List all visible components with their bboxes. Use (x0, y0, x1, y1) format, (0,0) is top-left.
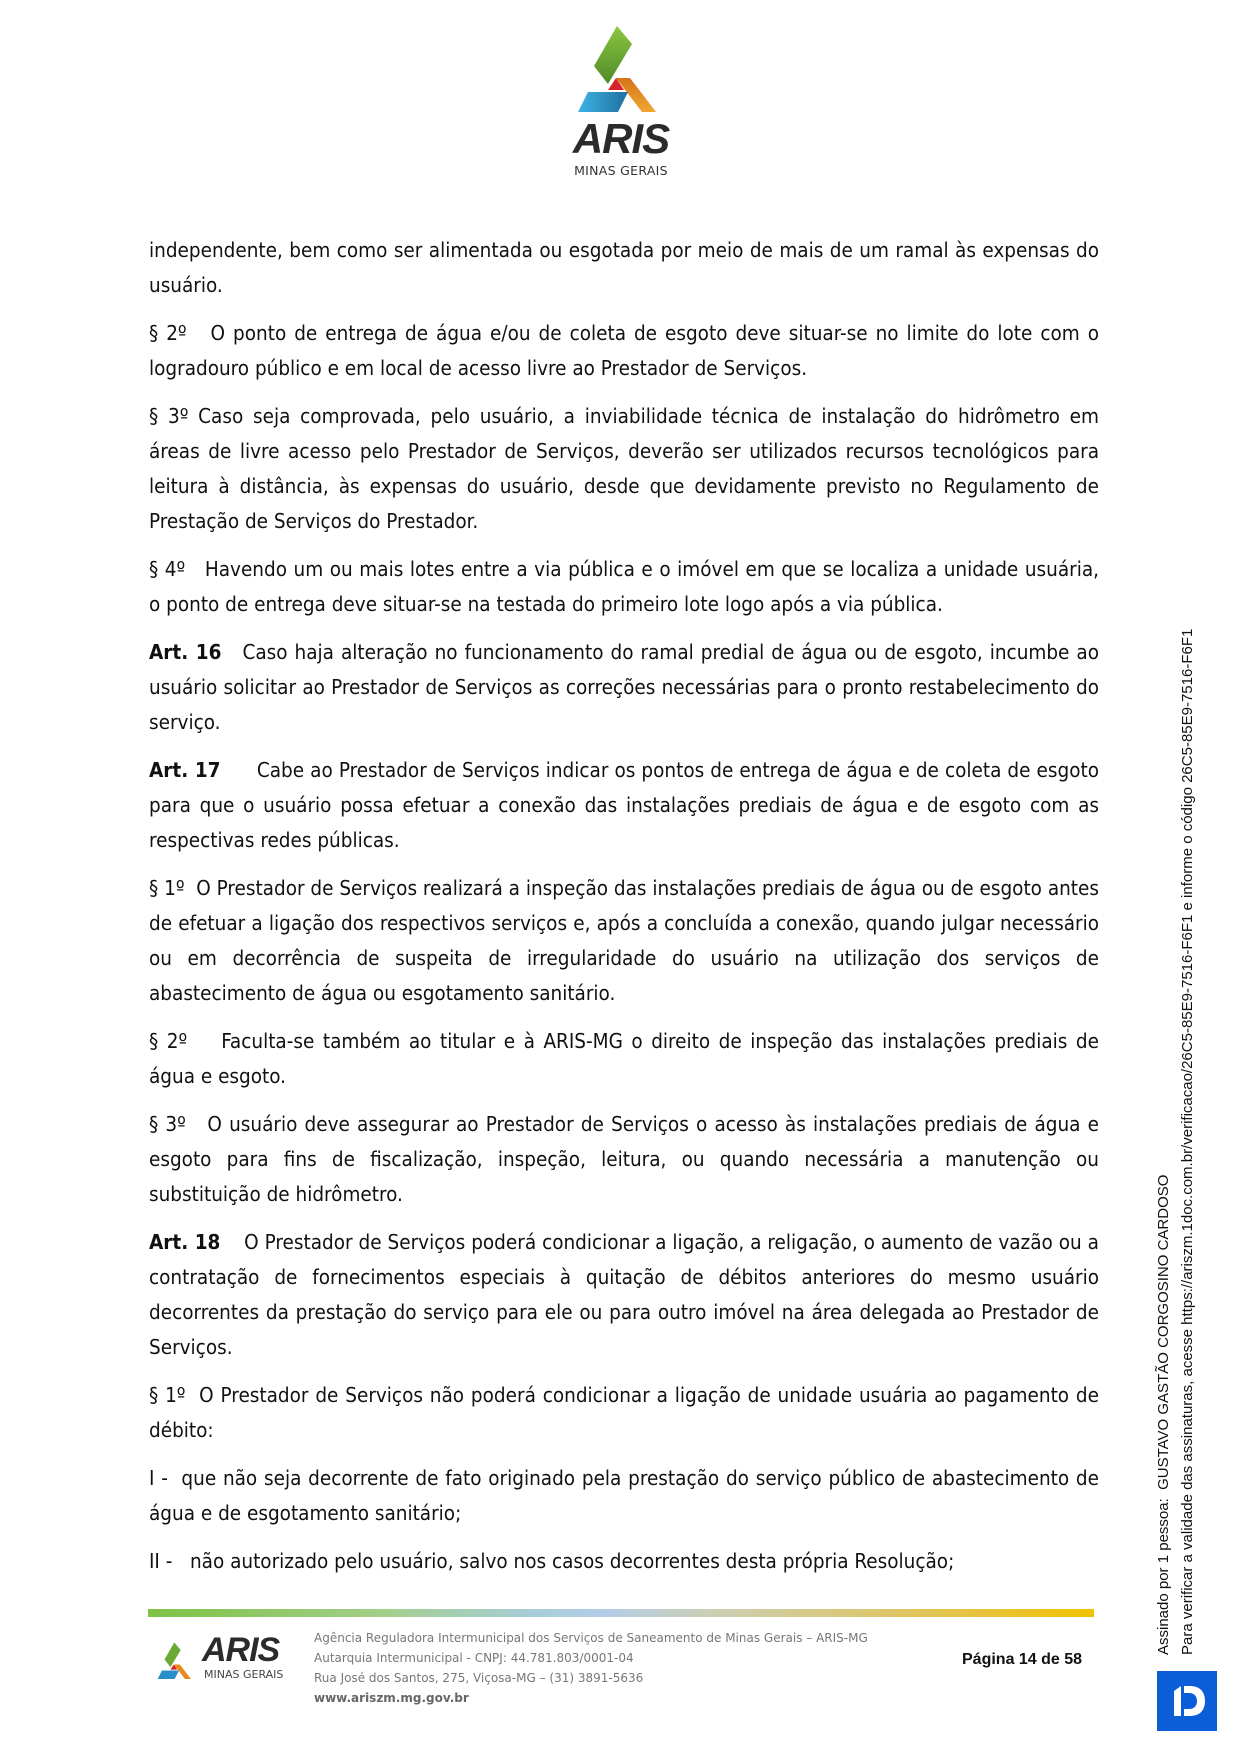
aris-logo-mark-icon (150, 1636, 202, 1688)
paragraph-text: II - não autorizado pelo usuário, salvo nos casos decorrentes desta própria Resolução; (149, 1549, 955, 1573)
paragraph (149, 552, 1105, 622)
paragraph-text: § 1º O Prestador de Serviços não poderá condicionar a ligação de unidade usuária ao pagamento de débito: (149, 1383, 1105, 1442)
paragraph (149, 871, 1105, 1011)
logo-blue-shape (578, 92, 628, 112)
signature-stamp (1152, 575, 1200, 1655)
paragraph (149, 1024, 1105, 1094)
article-16 (149, 635, 1105, 740)
document-body (149, 233, 1105, 1592)
paragraph-text: I - que não seja decorrente de fato originado pela prestação do serviço público de abastecimento de água e de esgotamento sanitário; (149, 1466, 1105, 1525)
aris-logo-mark-icon (560, 26, 682, 118)
logo-subtitle: MINAS GERAIS (574, 163, 668, 178)
logo-green-shape (594, 26, 632, 84)
article-number: Art. 16 (149, 640, 222, 664)
header-logo (560, 26, 682, 176)
article-number: Art. 17 (149, 758, 221, 782)
paragraph-text: § 4º Havendo um ou mais lotes entre a via pública e o imóvel em que se localiza a unidade usuária, o ponto de entrega deve situar-se na testada do primeiro lote logo após a via pública. (149, 557, 1105, 616)
paragraph-text: § 1º O Prestador de Serviços realizará a inspeção das instalações prediais de água ou de esgoto antes de efetuar a ligação dos respectivos serviços e, após a concluída a conexão, quando julgar necessário ou em decorrência de suspeita de irregularidade do usuário na utilização dos serviços de abastecimento de água ou esgotamento sanitário. (149, 876, 1105, 1005)
footer-logo-wordmark: ARIS (202, 1631, 280, 1669)
paragraph-text: Caso haja alteração no funcionamento do ramal predial de água ou de esgoto, incumbe ao usuário solicitar ao Prestador de Serviços as correções necessárias para o pronto restabelecimento do serviço. (149, 640, 1105, 734)
article-18 (149, 1225, 1105, 1365)
paragraph-text: O Prestador de Serviços poderá condicionar a ligação, a religação, o aumento de vazão ou a contratação de fornecimentos especiais à quitação de débitos anteriores do mesmo usuário decorrentes da prestação do serviço para ele ou para outro imóvel na área delegada ao Prestador de Serviços. (149, 1230, 1105, 1359)
footer-contact-info (314, 1628, 868, 1708)
paragraph-text: § 2º Faculta-se também ao titular e à ARIS-MG o direito de inspeção das instalações prediais de água e esgoto. (149, 1029, 1105, 1088)
paragraph-text: independente, bem como ser alimentada ou esgotada por meio de mais de um ramal às expensas do usuário. (149, 238, 1099, 297)
paragraph (149, 1378, 1105, 1448)
website-link[interactable]: www.ariszm.mg.gov.br (314, 1691, 469, 1705)
agency-name: Agência Reguladora Intermunicipal dos Serviços de Saneamento de Minas Gerais – ARIS-MG (314, 1631, 868, 1645)
address-line: Rua José dos Santos, 275, Viçosa-MG – (31) 3891-5636 (314, 1671, 644, 1685)
list-item (149, 1461, 1105, 1531)
paragraph-text: Cabe ao Prestador de Serviços indicar os pontos de entrega de água e de coleta de esgoto para que o usuário possa efetuar a conexão das instalações prediais de água e de esgoto com as respectivas redes públicas. (149, 758, 1105, 852)
article-17 (149, 753, 1105, 858)
paragraph (149, 233, 1099, 303)
paragraph (149, 1107, 1105, 1212)
paragraph-text: § 3º Caso seja comprovada, pelo usuário, a inviabilidade técnica de instalação do hidrômetro em áreas de livre acesso pelo Prestador de Serviços, deverão ser utilizados recursos tecnológicos para leitura à distância, às expensas do usuário, desde que devidamente previsto no Regulamento de Prestação de Serviços do Prestador. (149, 404, 1099, 533)
1doc-logo-icon (1157, 1671, 1217, 1731)
paragraph (149, 316, 1105, 386)
1doc-badge[interactable] (1157, 1671, 1217, 1731)
signature-signed-by: Assinado por 1 pessoa: GUSTAVO GASTÃO CORGOSINO CARDOSO (1155, 1174, 1172, 1655)
cnpj-line: Autarquia Intermunicipal - CNPJ: 44.781.803/0001-04 (314, 1651, 634, 1665)
footer-gradient-divider (148, 1609, 1094, 1617)
list-item (149, 1544, 1099, 1579)
paragraph-text: § 3º O usuário deve assegurar ao Prestador de Serviços o acesso às instalações prediais de água e esgoto para fins de fiscalização, inspeção, leitura, ou quando necessária a manutenção ou substituição de hidrômetro. (149, 1112, 1105, 1206)
footer-logo-subtitle: MINAS GERAIS (204, 1668, 284, 1681)
article-number: Art. 18 (149, 1230, 221, 1254)
paragraph (149, 399, 1099, 539)
footer-logo (150, 1632, 300, 1688)
signature-verify-link[interactable]: Para verificar a validade das assinaturas, acesse https://ariszm.1doc.com.br/verificacao/26C5-85E9-7516-F6F1 e informe o código 26C5-85E9-7516-F6F1 (1179, 628, 1196, 1655)
logo-wordmark: ARIS (572, 115, 670, 162)
page-number: Página 14 de 58 (962, 1651, 1083, 1668)
paragraph-text: § 2º O ponto de entrega de água e/ou de coleta de esgoto deve situar-se no limite do lote com o logradouro público e em local de acesso livre ao Prestador de Serviços. (149, 321, 1105, 380)
